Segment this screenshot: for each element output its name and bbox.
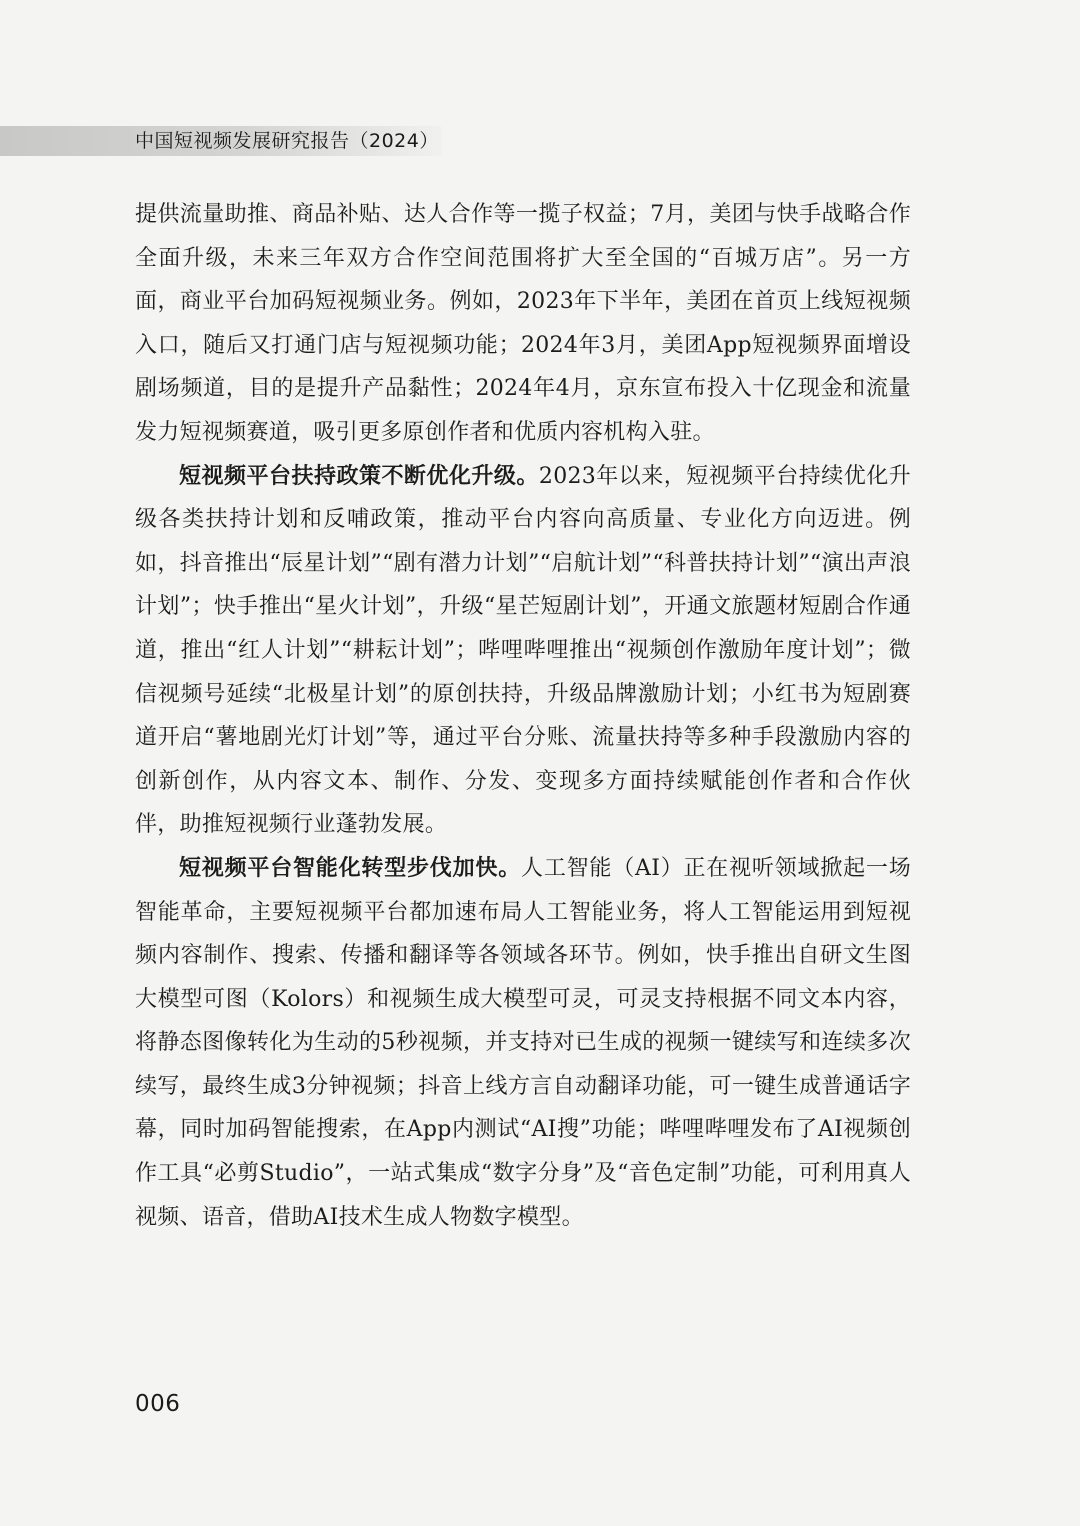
paragraph-ai-transformation	[135, 847, 911, 1239]
paragraph-text: 2023年以来，短视频平台持续优化升级各类扶持计划和反哺政策，推动平台内容向高质量、专业化方向迈进。例如，抖音推出“辰星计划”“剧有潜力计划”“启航计划”“科普扶持计划”“演出声浪计划”；快手推出“星火计划”，升级“星芒短剧计划”，开通文旅题材短剧合作通道，推出“红人计划”“耕耘计划”；哔哩哔哩推出“视频创作激励年度计划”；微信视频号延续“北极星计划”的原创扶持，升级品牌激励计划；小红书为短剧赛道开启“薯地剧光灯计划”等，通过平台分账、流量扶持等多种手段激励内容的创新创作，从内容文本、制作、分发、变现多方面持续赋能创作者和合作伙伴，助推短视频行业蓬勃发展。	[135, 463, 912, 838]
body-text	[135, 193, 911, 1239]
paragraph-lead: 短视频平台扶持政策不断优化升级。	[179, 463, 539, 489]
paragraph-text: 提供流量助推、商品补贴、达人合作等一揽子权益；7月，美团与快手战略合作全面升级，未来三年双方合作空间范围将扩大至全国的“百城万店”。另一方面，商业平台加码短视频业务。例如，2023年下半年，美团在首页上线短视频入口，随后又打通门店与短视频功能；2024年3月，美团App短视频界面增设剧场频道，目的是提升产品黏性；2024年4月，京东宣布投入十亿现金和流量发力短视频赛道，吸引更多原创作者和优质内容机构入驻。	[135, 202, 911, 445]
page-number: 006	[135, 1391, 181, 1417]
paragraph-continuation	[135, 193, 911, 455]
paragraph-platform-support	[135, 455, 911, 847]
paragraph-text: 人工智能（AI）正在视听领域掀起一场智能革命，主要短视频平台都加速布局人工智能业务，将人工智能运用到短视频内容制作、搜索、传播和翻译等各领域各环节。例如，快手推出自研文生图大模型可图（Kolors）和视频生成大模型可灵，可灵支持根据不同文本内容，将静态图像转化为生动的5秒视频，并支持对已生成的视频一键续写和连续多次续写，最终生成3分钟视频；抖音上线方言自动翻译功能，可一键生成普通话字幕，同时加码智能搜索，在App内测试“AI搜”功能；哔哩哔哩发布了AI视频创作工具“必剪Studio”，一站式集成“数字分身”及“音色定制”功能，可利用真人视频、语音，借助AI技术生成人物数字模型。	[135, 855, 911, 1230]
running-header-title: 中国短视频发展研究报告（2024）	[135, 130, 439, 152]
paragraph-lead: 短视频平台智能化转型步伐加快。	[179, 855, 522, 881]
